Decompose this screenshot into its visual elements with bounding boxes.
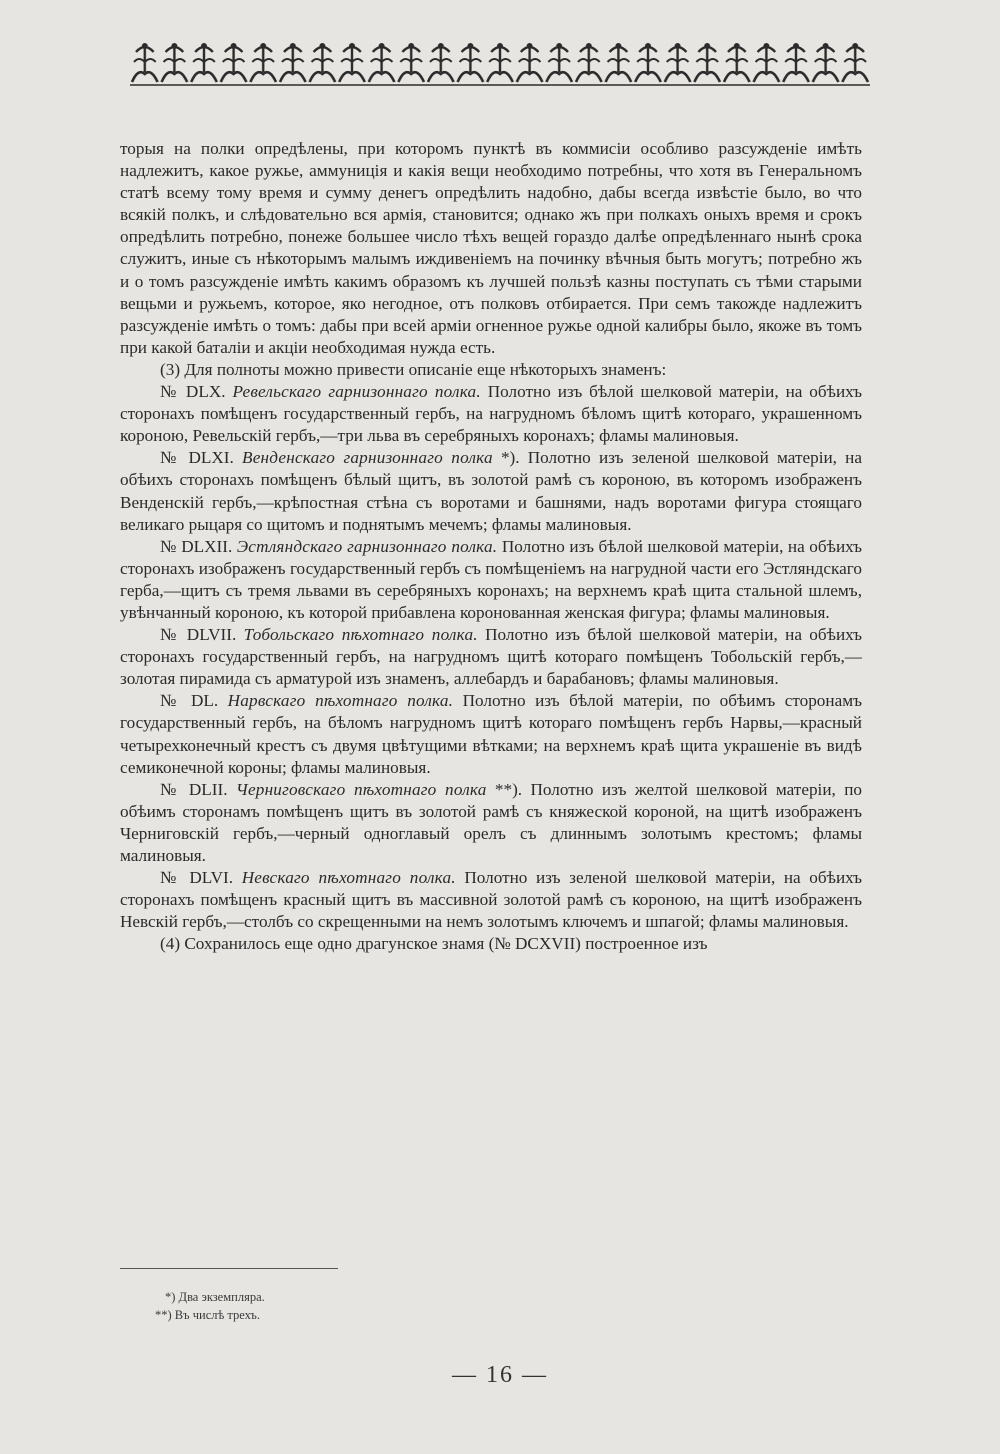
entry-regiment-name: Нарвскаго пѣхотнаго полка. [227, 691, 454, 711]
entry-dlvi [120, 867, 862, 933]
entry-dlvii [120, 624, 862, 690]
entry-regiment-name: Венденскаго гарнизоннаго полка [242, 448, 493, 468]
paragraph-item-4: (4) Сохранилось еще одно драгунское знамя (№ DCXVII) построенное изъ [160, 934, 708, 954]
paragraph-item-3: (3) Для полноты можно привести описаніе еще нѣкоторыхъ знаменъ: [160, 359, 667, 379]
body-text [120, 138, 862, 955]
footnote-1: *) Два экземпляра. [165, 1290, 265, 1304]
entry-number: № DLXII. [160, 536, 233, 556]
entry-description: Полотно изъ бѣлой матеріи, по обѣимъ сторонамъ государственный гербъ, на бѣломъ нагрудномъ щитѣ котораго помѣщенъ гербъ Нарвы,—красный четырехконечный крестъ съ двумя цвѣтущими вѣтками; на верхнемъ краѣ щита украшеніе въ видѣ семиконечной короны; фламы малиновыя. [120, 691, 862, 777]
entry-description: Полотно изъ зеленой шелковой матеріи, на обѣихъ сторонахъ помѣщенъ красный щитъ въ массивной золотой рамѣ съ короною, на щитѣ изображенъ Невскій гербъ,—столбъ со скрещенными на немъ золотымъ ключемъ и шпагой; фламы малиновыя. [120, 868, 862, 932]
footnote-2: **) Въ числѣ трехъ. [155, 1308, 260, 1322]
entry-number: № DLX. [160, 382, 226, 402]
entry-dlx [120, 381, 862, 447]
entry-number: № DLXI. [160, 448, 234, 468]
entry-regiment-name: Невскаго пѣхотнаго полка. [241, 868, 456, 888]
entry-description: Полотно изъ бѣлой шелковой матеріи, на обѣихъ сторонахъ помѣщенъ государственный гербъ, на нагрудномъ бѣломъ щитѣ котораго, украшенномъ короною, Ревельскій гербъ,—три льва въ серебряныхъ коронахъ; фламы малиновыя. [120, 382, 862, 446]
entry-regiment-name: Черниговскаго пѣхотнаго полка [235, 779, 487, 799]
entry-description: Полотно изъ бѣлой шелковой матеріи, на обѣихъ сторонахъ государственный гербъ, на нагрудномъ щитѣ котораго помѣщенъ Тобольскій гербъ,—золотая пирамида съ арматурой изъ знаменъ, аллебардъ и барабановъ; фламы малиновыя. [120, 625, 862, 689]
entry-regiment-name: Тобольскаго пѣхотнаго полка. [243, 625, 478, 645]
entry-regiment-name: Ревельскаго гарнизоннаго полка. [232, 382, 481, 402]
entry-number: № DL. [160, 691, 219, 711]
entry-number: № DLII. [160, 779, 228, 799]
entry-description: Полотно изъ бѣлой шелковой матеріи, на обѣихъ сторонахъ изображенъ государственный гербъ съ помѣщеніемъ на нагрудной части его Эстляндскаго герба,—щитъ съ тремя львами въ серебряныхъ коронахъ; на верхнемъ краѣ щита стальной шлемъ, увѣнчанный короною, къ которой прибавлена коронованная женская фигура; фламы малиновыя. [120, 536, 862, 622]
entry-dlxii [120, 536, 862, 624]
entry-dlii [120, 779, 862, 867]
footnote-divider [120, 1268, 338, 1269]
entry-number: № DLVII. [160, 625, 237, 645]
page-number: — 16 — [452, 1362, 548, 1388]
entry-number: № DLVI. [160, 868, 234, 888]
entry-description: *). Полотно изъ зеленой шелковой матеріи, на обѣихъ сторонахъ помѣщенъ бѣлый щитъ, въ золотой рамѣ съ короною, въ которомъ изображенъ Венденскій гербъ,—крѣпостная стѣна съ воротами и башнями, надъ воротами фигура стоящаго великаго рыцаря со щитомъ и поднятымъ мечемъ; фламы малиновыя. [120, 448, 862, 534]
entry-regiment-name: Эстляндскаго гарнизоннаго полка. [236, 536, 498, 556]
entry-description: **). Полотно изъ желтой шелковой матеріи, по обѣимъ сторонамъ помѣщенъ щитъ въ золотой рамѣ съ княжеской короной, на щитѣ изображенъ Черниговскій гербъ,—черный одноглавый орелъ съ длиннымъ золотымъ крестомъ; фламы малиновыя. [120, 779, 862, 865]
paragraph-intro: торыя на полки опредѣлены, при которомъ пунктѣ въ коммисіи особливо разсужденіе имѣть надлежитъ, какое ружье, аммуниція и какія вещи необходимо потребны, что хотя въ Генеральномъ статѣ всему тому время и сумму денегъ опредѣлить надобно, дабы всегда извѣстіе было, во что всякій полкъ, и слѣдовательно вся армія, становится; однако жъ при полкахъ оныхъ время и срокъ опредѣлить потребно, понеже большее число тѣхъ вещей гораздо далѣе опредѣленнаго нынѣ срока служитъ, иные съ нѣкоторымъ малымъ иждивеніемъ на починку вѣчныя быть могутъ; потребно жъ и о томъ разсужденіе имѣть какимъ образомъ къ лучшей пользѣ казны поступать съ тѣми старыми вещьми и ружьемъ, которое, яко негодное, отъ полковъ отбирается. При семъ такожде надлежитъ разсужденіе имѣть о томъ: дабы при всей арміи огненное ружье одной калибры было, якоже въ томъ при какой баталіи и акціи необходимая нужда есть. [120, 139, 862, 357]
entry-dl [120, 690, 862, 778]
header-ornament-band [130, 38, 870, 90]
entry-dlxi [120, 447, 862, 535]
